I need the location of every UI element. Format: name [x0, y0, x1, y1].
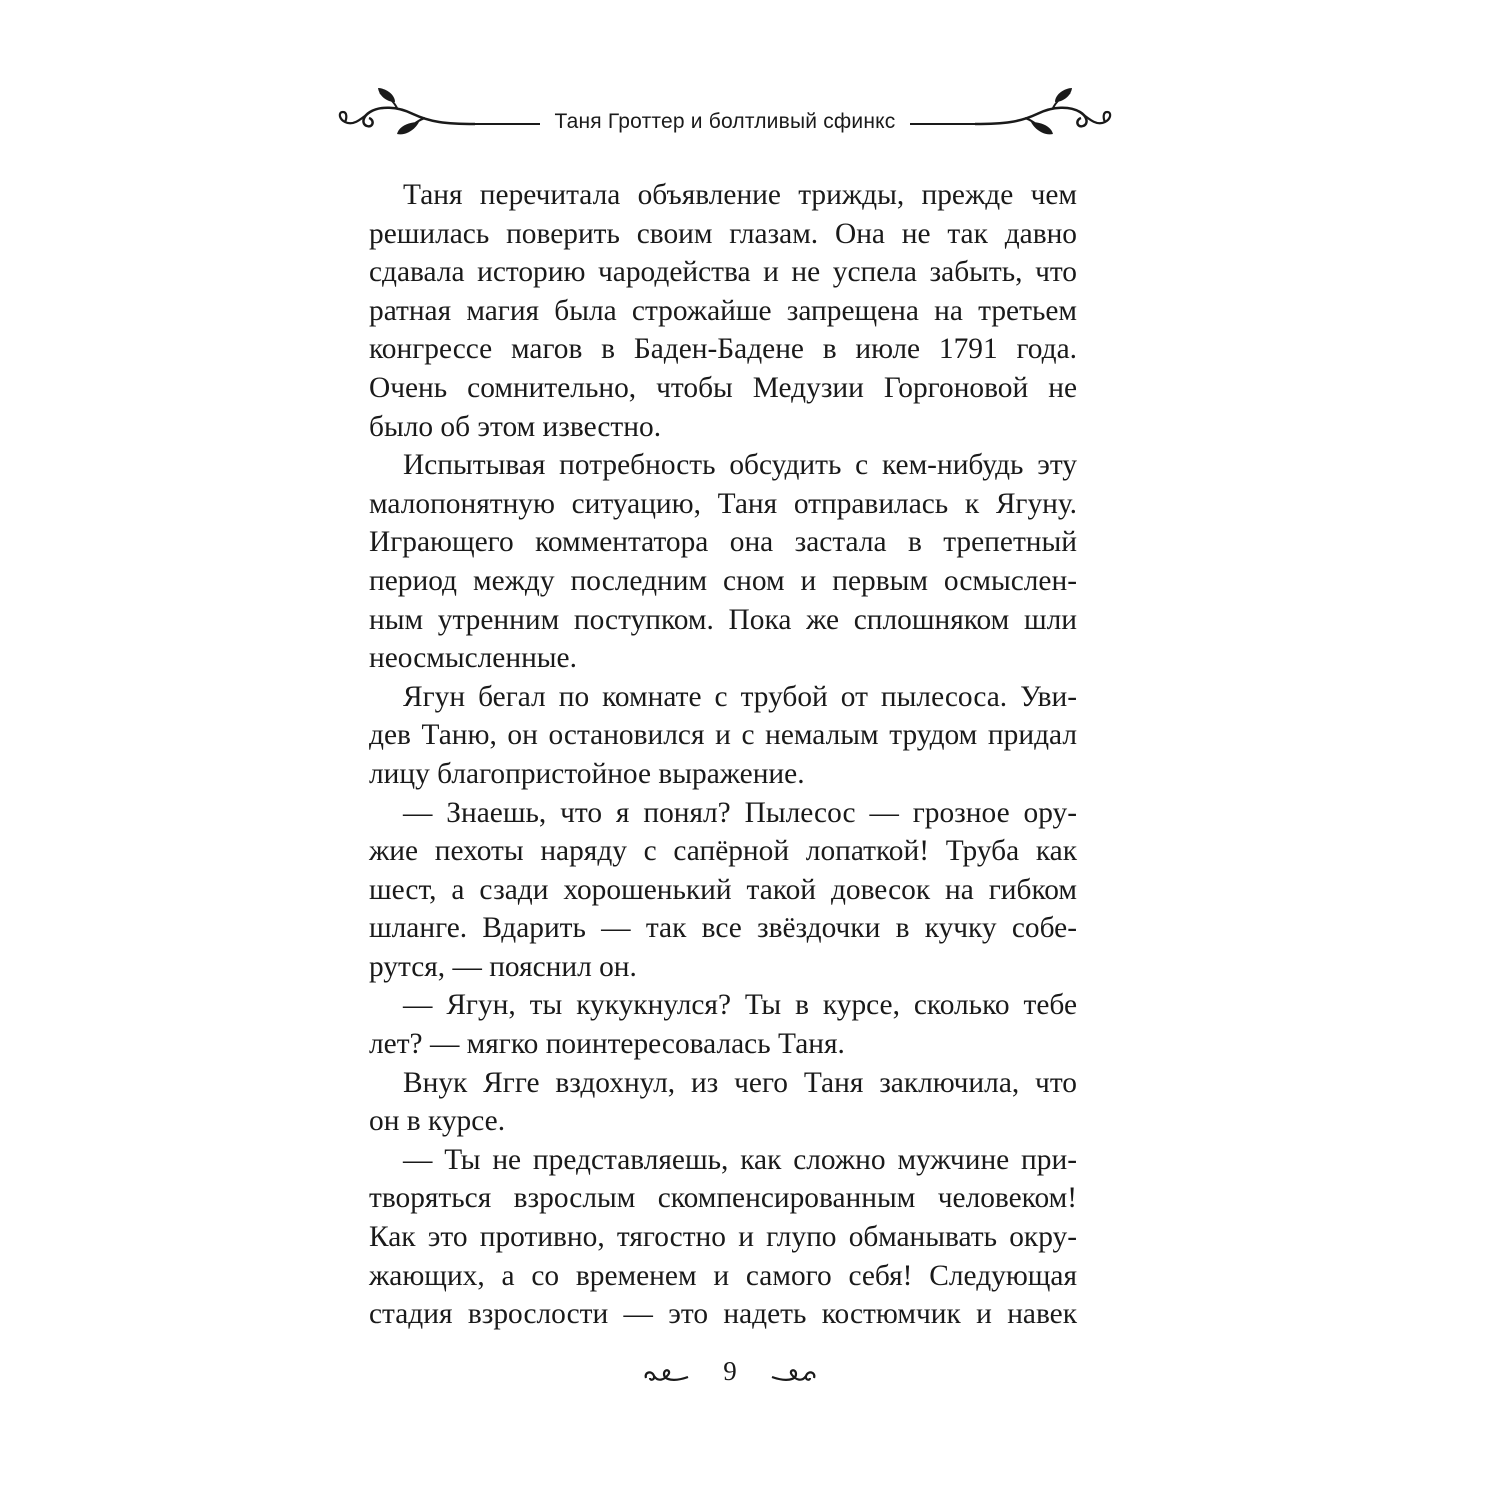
text-line: стадия взрослости — это надеть костюмчик и навек [369, 1298, 1077, 1331]
text-line: сдавала историю чародейства и не успела забыть, что [369, 256, 1077, 289]
paragraph [369, 678, 1077, 794]
text-line: дев Таню, он остановился и с немалым трудом придал [369, 719, 1077, 752]
text-line: жие пехоты наряду с сапёрной лопаткой! Труба как [369, 835, 1077, 868]
header-rule-right [910, 123, 975, 125]
text-line: Очень сомнительно, чтобы Медузии Горгоновой не [369, 371, 1077, 404]
text-line: — Ты не представляешь, как сложно мужчине при- [403, 1143, 1077, 1176]
paragraph [369, 1141, 1077, 1334]
text-line: жающих, а со временем и самого себя! Следующая [369, 1259, 1077, 1292]
running-header [335, 82, 1115, 142]
text-line: решилась поверить своим глазам. Она не так давно [369, 217, 1077, 250]
text-line: рутся, — пояснил он. [369, 950, 637, 983]
text-line: Играющего комментатора она застала в трепетный [369, 526, 1077, 559]
text-line: шланге. Вдарить — так все звёздочки в кучку собе- [369, 912, 1077, 945]
paragraph [369, 446, 1077, 678]
text-line: шест, а сзади хорошенький такой довесок на гибком [369, 873, 1077, 906]
text-line: Испытывая потребность обсудить с кем-нибудь эту [403, 449, 1077, 482]
text-line: Внук Ягге вздохнул, из чего Таня заключила, что [403, 1066, 1077, 1099]
page-body [369, 176, 1077, 1334]
text-line: ным утренним поступком. Пока же сплошняком шли [369, 603, 1077, 636]
text-line: конгрессе магов в Баден-Бадене в июле 1791 года. [369, 333, 1077, 366]
text-line: — Ягун, ты кукукнулся? Ты в курсе, сколько тебе [403, 989, 1077, 1022]
leaf-vine-ornament-icon [970, 82, 1115, 142]
text-line: малопонятную ситуацию, Таня отправилась к Ягуну. [369, 487, 1077, 520]
text-line: неосмысленные. [369, 642, 577, 675]
text-line: — Знаешь, что я понял? Пылесос — грозное ору- [403, 796, 1077, 829]
running-title: Таня Гроттер и болтливый сфинкс [554, 110, 896, 133]
text-line: Таня перечитала объявление трижды, прежде чем [403, 179, 1077, 211]
text-line: было об этом известно. [369, 410, 662, 443]
text-line: Как это противно, тягостно и глупо обманывать окру- [369, 1221, 1077, 1254]
paragraph [369, 1064, 1077, 1141]
text-line: лет? — мягко поинтересовалась Таня. [369, 1028, 845, 1061]
page-footer [640, 1356, 820, 1396]
swash-ornament-icon [768, 1366, 818, 1388]
paragraph [369, 794, 1077, 987]
text-line: Ягун бегал по комнате с трубой от пылесоса. Уви- [403, 680, 1077, 713]
text-line: период между последним сном и первым осмыслен- [369, 564, 1077, 597]
page-number: 9 [723, 1356, 737, 1386]
text-line: лицу благопристойное выражение. [369, 757, 805, 790]
paragraph [369, 986, 1077, 1063]
paragraph [369, 176, 1077, 446]
text-line: ратная магия была строжайше запрещена на третьем [369, 294, 1077, 327]
text-line: он в курсе. [369, 1105, 506, 1138]
text-line: творяться взрослым скомпенсированным человеком! [369, 1182, 1077, 1215]
